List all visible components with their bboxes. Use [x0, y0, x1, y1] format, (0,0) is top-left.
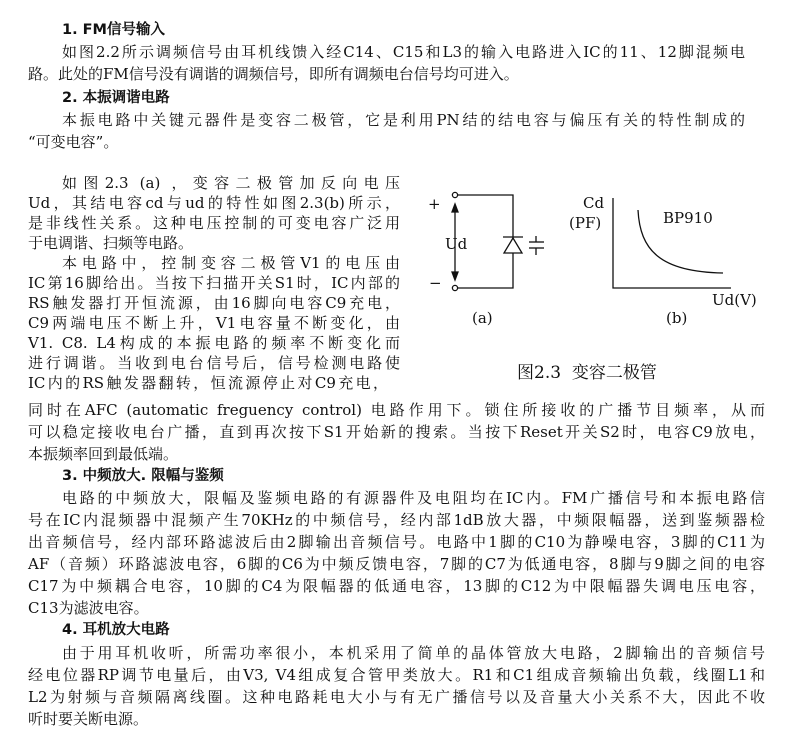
section-2-heading: 2. 本振调谐电路: [62, 90, 170, 106]
paragraph-line: C17为中频耦合电容，10脚的C4为限幅器的低通电容，13脚的C12为中限幅器失调电压电容，: [28, 577, 765, 595]
column-line: 如图2.3 (a) ，变容二极管加反向电压: [62, 174, 400, 192]
section-3-heading: 3. 中频放大. 限幅与鉴频: [62, 468, 224, 484]
paragraph-line: 经电位器RP调节电量后，由V3, V4组成复合管甲类放大。R1和C1组成音频输出负载，线圈L1和: [28, 666, 765, 684]
y-axis-label-cd: Cd: [583, 194, 605, 212]
arrow-head-up: [452, 204, 458, 212]
paragraph-line: 如图2.2所示调频信号由耳机线馈入经C14、C15和L3的输入电路进入IC的11、12脚混频电: [62, 43, 745, 61]
device-label: BP910: [663, 209, 713, 227]
paragraph-line: “可变电容”。: [28, 133, 119, 151]
column-line: V1. C8. L4构成的本振电路的频率不断变化而: [28, 334, 400, 352]
paragraph-line: 出音频信号，经内部环路滤波后由2脚输出音频信号。电路中1脚的C10为静噪电容，3脚的C11为: [28, 533, 765, 551]
column-line: 进行调谐。当收到电台信号后，信号检测电路使: [28, 354, 400, 372]
section-1-heading: 1. FM信号输入: [62, 22, 165, 38]
arrow-head-down: [452, 272, 458, 280]
paragraph-line: 路。此处的FM信号没有调谐的调频信号，即所有调频电台信号均可进入。: [28, 65, 519, 83]
column-line: IC第16脚给出。当按下扫描开关S1时，IC内部的: [28, 274, 400, 292]
column-line: Ud，其结电容cd与ud的特性如图2.3(b)所示，: [28, 194, 401, 212]
paragraph-line: 同时在AFC (automatic freguency control) 电路作用下。锁住所接收的广播节目频率，从而: [28, 401, 765, 419]
column-line: C9两端电压不断上升，V1电容量不断变化，由: [28, 314, 400, 332]
figure-a-label: (a): [472, 309, 493, 327]
terminal-positive: [452, 192, 457, 197]
terminal-negative: [452, 285, 457, 290]
column-line: IC内的RS触发器翻转，恒流源停止对C9充电，: [28, 374, 388, 392]
ud-label: Ud: [445, 235, 468, 253]
minus-label: −: [429, 274, 442, 292]
column-line: 于电调谐、扫频等电路。: [28, 234, 194, 252]
varactor-diode-icon: [503, 236, 544, 255]
figure-b-label: (b): [666, 309, 688, 327]
paragraph-line: AF（音频）环路滤波电容，6脚的C6为中频反馈电容，7脚的C7为低通电容，8脚与9脚之间的电容: [28, 555, 765, 573]
paragraph-line: 由于用耳机收听，所需功率很小，本机采用了简单的晶体管放大电路，2脚输出的音频信号: [62, 644, 765, 662]
paragraph-line: 号在IC内混频器中混频产生70KHz的中频信号，经内部1dB放大器，中频限幅器，送到鉴频器检: [28, 511, 765, 529]
section-4-heading: 4. 耳机放大电路: [62, 622, 170, 638]
y-axis-label-unit: (PF): [569, 214, 602, 232]
paragraph-line: 本振频率回到最低端。: [28, 445, 179, 463]
paragraph-line: 可以稳定接收电台广播，直到再次按下S1开始新的搜索。当按下Reset开关S2时，电容C9放电，: [28, 423, 765, 441]
paragraph-line: 电路的中频放大，限幅及鉴频电路的有源器件及电阻均在IC内。FM广播信号和本振电路信: [62, 489, 765, 507]
column-line: RS触发器打开恒流源，由16脚向电容C9充电，: [28, 294, 400, 312]
column-line: 是非线性关系。这种电压控制的可变电容广泛用: [28, 214, 400, 232]
paragraph-line: 本振电路中关键元器件是变容二极管，它是利用PN结的结电容与偏压有关的特性制成的: [62, 111, 745, 129]
figure-caption: 图2.3 变容二极管: [517, 363, 657, 383]
paragraph-line: C13为滤波电容。: [28, 599, 149, 617]
plus-label: +: [428, 195, 441, 213]
x-axis-label: Ud(V): [712, 291, 757, 309]
paragraph-line: L2为射频与音频隔离线圈。这种电路耗电大小与有无广播信号以及音量大小关系不大，因此不收: [28, 688, 765, 706]
column-line: 本电路中，控制变容二极管V1的电压由: [62, 254, 400, 272]
paragraph-line: 听时要关断电源。: [28, 710, 149, 728]
